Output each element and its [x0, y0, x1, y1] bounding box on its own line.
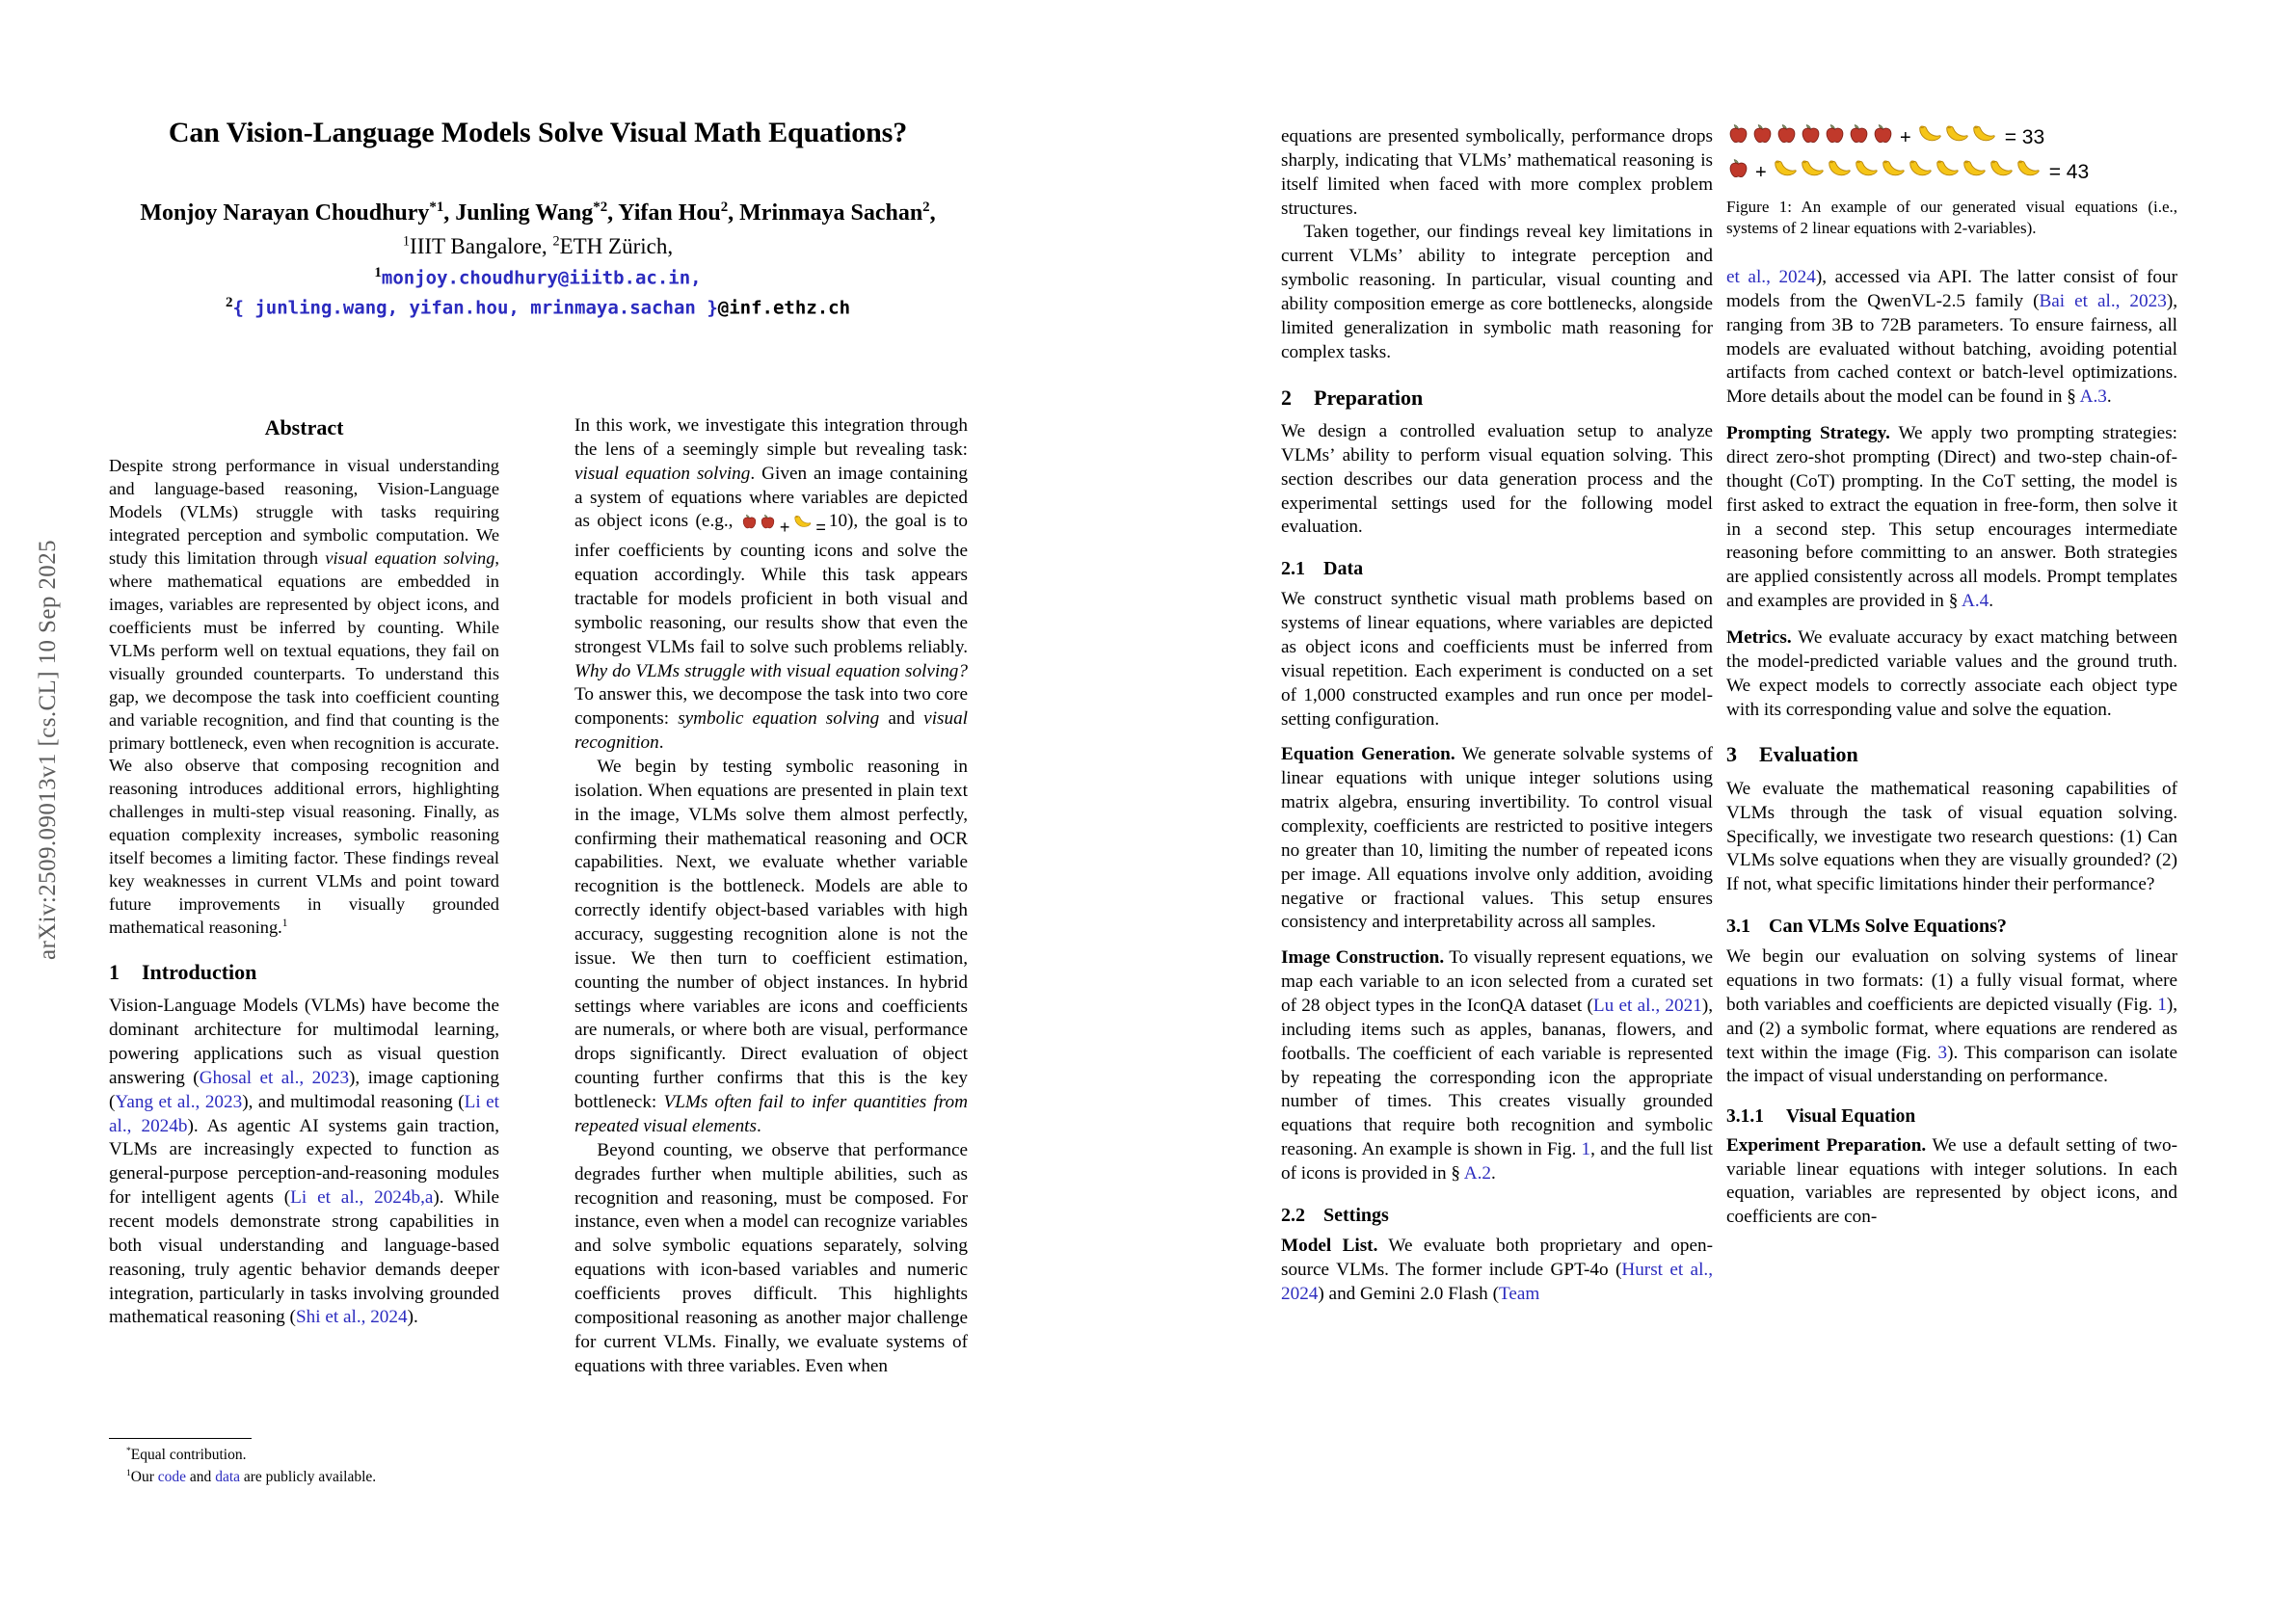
equals-operator: = — [815, 517, 826, 537]
image-construction-d: . — [1490, 1163, 1496, 1184]
col4-paragraph-1 — [1726, 266, 2177, 410]
email-address-1[interactable]: monjoy.choudhury@iiitb.ac.in, — [381, 267, 702, 289]
apple-icon — [1726, 123, 1750, 152]
plus-operator: + — [1900, 127, 1911, 148]
figure1-equation-row-2 — [1726, 158, 2177, 187]
apple-icon — [1775, 123, 1799, 152]
metrics-paragraph — [1726, 626, 2177, 722]
prompting-strategy-paragraph — [1726, 422, 2177, 614]
figure-1 — [1726, 123, 2177, 239]
section-title-evaluation: Evaluation — [1759, 742, 1858, 767]
subsection-number-2-2: 2.2 — [1281, 1204, 1305, 1226]
banana-icon — [1880, 158, 1907, 187]
experiment-preparation-body: We use a default setting of two-variable linear equations with integer solutions. In each equation, variables are represented by object icons, and coefficients are con- — [1726, 1134, 2177, 1228]
image-construction-lead: Image Construction. — [1281, 947, 1445, 969]
apple-icon — [1750, 123, 1775, 152]
prompting-strategy-b: . — [1989, 591, 1994, 612]
citation-yang[interactable]: Yang et al., 2023 — [115, 1091, 243, 1112]
citation-hurst[interactable]: Hurst et al., 2024 — [1281, 1259, 1713, 1304]
can-vlms-body — [1726, 945, 2177, 1089]
plus-operator: + — [1755, 162, 1767, 183]
appendix-ref-a4[interactable]: A.4 — [1962, 591, 1989, 612]
email-domain-2: @inf.ethz.ch — [717, 297, 851, 319]
subsection-heading-data — [1281, 557, 1713, 580]
column-3 — [1281, 125, 1713, 1306]
col2-p2-text-b: . — [756, 1115, 761, 1136]
experiment-preparation-lead: Experiment Preparation. — [1726, 1134, 1927, 1156]
section-heading-introduction — [109, 960, 499, 985]
result-value: 43 — [2066, 161, 2090, 183]
subsection-number-3-1: 3.1 — [1726, 916, 1750, 938]
section-heading-preparation — [1281, 386, 1713, 411]
intro-text-f: ). — [407, 1307, 418, 1328]
citation-ghosal[interactable]: Ghosal et al., 2023 — [199, 1067, 350, 1088]
section-number-3: 3 — [1726, 742, 1737, 767]
subsubsection-heading-visual-equation — [1726, 1105, 2177, 1128]
abstract-text-2: , where mathematical equations are embedded in images, variables are represented by object icons, and coefficients must be inferred by counting. While VLMs perform well on textual equations, they fail on visually grounded counterparts. To understand this gap, we decompose the task into coefficient counting and variable recognition, and find that counting is the primary bottleneck, even when recognition is accurate. We also observe that composing recognition and reasoning introduces additional errors, highlighting challenges in multi-step visual reasoning. Finally, as equation complexity increases, symbolic reasoning itself becomes a limiting factor. These findings reveal key weaknesses in current VLMs and point toward future improvements in visually grounded mathematical reasoning. — [109, 548, 500, 937]
image-construction-a: To visually represent equations, we map each variable to an icon selected from a curated set of 28 object types in the IconQA dataset ( — [1281, 947, 1714, 1017]
figure-ref-1[interactable]: 1 — [1581, 1139, 1591, 1160]
equation-generation-lead: Equation Generation. — [1281, 744, 1455, 765]
email-line-1 — [109, 262, 967, 292]
appendix-ref-a3[interactable]: A.3 — [2079, 386, 2107, 408]
footnote-code-pre: Our — [130, 1468, 158, 1485]
figure-ref-3[interactable]: 3 — [1937, 1042, 1948, 1063]
apple-icon — [1847, 123, 1871, 152]
col2-text-c: 10), the goal is to infer coefficients by counting icons and solve the equation accordingly. While this task appears tractable for models proficient in both visual and symbolic reasoning, our results show that even the strongest VLMs fail to solve such problems reliably. — [574, 511, 968, 657]
banana-icon — [1772, 158, 1799, 187]
footnote-rule — [109, 1438, 252, 1439]
figure-ref-1-b[interactable]: 1 — [2157, 994, 2167, 1015]
section-title-introduction: Introduction — [142, 959, 257, 984]
banana-icon — [1916, 123, 1943, 152]
col2-text-e: and — [879, 708, 924, 730]
experiment-preparation-paragraph — [1726, 1134, 2177, 1230]
citation-team[interactable]: Team — [1498, 1283, 1540, 1304]
citation-shi[interactable]: Shi et al., 2024 — [295, 1307, 408, 1328]
plus-operator: + — [779, 517, 790, 537]
abstract-paragraph: Despite strong performance in visual understanding and language-based reasoning, Vision-Language Models (VLMs) struggle with tasks requiring integrated perception and symbolic computation. We study this limitation through visual equation solving, where mathematical equations are embedded in images, variables are represented by object icons, and coefficients must be inferred by counting. While VLMs perform well on textual equations, they fail on visually grounded counterparts. To understand this gap, we decompose the task into coefficient counting and variable recognition, and find that counting is the primary bottleneck, even when recognition is accurate. We also observe that composing recognition and reasoning introduces additional errors, highlighting challenges in multi-step visual reasoning. Finally, as equation complexity increases, symbolic reasoning itself becomes a limiting factor. These findings reveal key weaknesses in current VLMs and point toward future improvements in visually grounded mathematical reasoning.$^1$ — [109, 456, 500, 937]
banana-icon — [2015, 158, 2042, 187]
intro-text-e: ). While recent models demonstrate strong capabilities in both visual understanding and language-based reasoning, truly agentic behavior demands deeper integration, particularly in tasks involving grounded mathematical reasoning ( — [109, 1187, 499, 1328]
col2-paragraph-2 — [574, 756, 968, 1139]
col2-text-f: . — [658, 732, 664, 754]
author-list: Monjoy Narayan Choudhury$^{*1}$, Junling Wang$^{*2}$, Yifan Hou$^2$, Mrinmaya Sachan$^2$, $^1$IIIT Bangalore, $^2$ETH Zürich, $^1$monjoy.choudhury@iiitb.ac.in, $^2${ junling.wang, yifan.hou, mrinmaya.sachan }@inf.ethz.ch — [109, 197, 967, 322]
citation-li-2024ba[interactable]: Li et al., 2024b,a — [290, 1187, 434, 1209]
col2-italic-4: visual recognition — [574, 708, 969, 754]
equals-operator: = — [2004, 126, 2016, 148]
preparation-body: We design a controlled evaluation setup to analyze VLMs’ ability to perform visual equation solving. This section describes our data generation process and the experimental settings used for the following model evaluation. — [1281, 420, 1713, 538]
apple-icon — [1871, 123, 1895, 152]
column-2 — [574, 414, 968, 1378]
equals-operator: = — [2048, 161, 2061, 183]
footnote-code-post: are publicly available. — [240, 1468, 377, 1485]
prompting-strategy-lead: Prompting Strategy. — [1726, 423, 1890, 444]
col2-italic-3: symbolic equation solving — [678, 708, 880, 730]
col2-text-a: In this work, we investigate this integration through the lens of a seemingly simple but revealing task: — [574, 415, 968, 460]
affiliation-list: $^1$IIIT Bangalore, $^2$ETH Zürich, — [402, 233, 674, 258]
figure1-row2-result — [2049, 161, 2089, 184]
apple-icon — [759, 514, 777, 540]
email-line-2 — [109, 292, 967, 322]
apple-icon — [1799, 123, 1823, 152]
banana-icon — [1943, 123, 1970, 152]
abstract-heading: Abstract — [264, 415, 344, 439]
footnote-equal-text: Equal contribution. — [130, 1447, 247, 1463]
result-value: 33 — [2021, 126, 2045, 148]
section-heading-evaluation — [1726, 742, 2177, 767]
image-construction-paragraph — [1281, 946, 1713, 1186]
prompting-strategy-a: We apply two prompting strategies: direct zero-shot prompting (Direct) and two-step chain-of-thought (CoT) prompting. In the CoT setting, the model is first asked to extract the equation in free-form, then solve it in a second step. This setup encourages intermediate reasoning before committing to an answer. Both strategies are applied consistently across all models. Prompt templates and examples are provided in § — [1726, 423, 2177, 612]
col2-italic-2: Why do VLMs struggle with visual equation solving? — [574, 660, 968, 681]
intro-text-d: ). As agentic AI systems gain traction, VLMs are increasingly expected to function as general-purpose perception-and-reasoning modules for intelligent agents ( — [109, 1115, 499, 1209]
footnote-equal-contribution: *Equal contribution. — [126, 1445, 247, 1463]
banana-icon — [792, 514, 813, 540]
subsubsection-title-visual-equation: Visual Equation — [1786, 1106, 1916, 1128]
metrics-lead: Metrics. — [1726, 627, 1792, 649]
intro-text-b: ), image captioning ( — [109, 1067, 499, 1112]
model-list-paragraph — [1281, 1235, 1713, 1307]
banana-icon — [1853, 158, 1880, 187]
title-block — [109, 116, 967, 322]
abstract-italic-term: visual equation solving — [325, 548, 495, 569]
inline-visual-equation — [740, 514, 829, 540]
apple-icon — [1726, 158, 1750, 187]
col2-text-b: . Given an image containing a system of equations where variables are depicted as object icons (e.g., — [574, 463, 968, 532]
figure1-equation-row-1 — [1726, 123, 2177, 152]
col4-text-c: . — [2106, 386, 2112, 408]
apple-icon — [1823, 123, 1847, 152]
email-sup-2: 2 — [225, 294, 233, 310]
can-vlms-c: ). This comparison can isolate the impact of visual understanding on performance. — [1726, 1042, 2177, 1087]
image-construction-b: ), including items such as apples, bananas, flowers, and footballs. The coefficient of each variable is represented by repeating the corresponding icon the appropriate number of times. This creates visually grounded equations that require both recognition and symbolic reasoning. An example is shown in Fig. — [1281, 996, 1713, 1160]
email-sup-1: 1 — [374, 265, 382, 281]
intro-paragraph-1 — [109, 995, 499, 1330]
figure-1-caption: Figure 1: An example of our generated visual equations (i.e., systems of 2 linear equations with 2-variables). — [1726, 198, 2177, 237]
col2-p2-italic: VLMs often fail to infer quantities from repeated visual elements — [574, 1092, 968, 1136]
can-vlms-a: We begin our evaluation on solving systems of linear equations in two formats: (1) a fully visual format, where both variables and coefficients are depicted visually (Fig. — [1726, 946, 2177, 1015]
model-list-lead: Model List. — [1281, 1235, 1378, 1256]
subsection-title-can-vlms: Can VLMs Solve Equations? — [1769, 916, 2007, 938]
abstract-body — [109, 455, 499, 939]
intro-text-c: ), and multimodal reasoning ( — [242, 1091, 465, 1112]
email-address-2[interactable]: { junling.wang, yifan.hou, mrinmaya.sachan } — [232, 297, 718, 319]
image-construction-c: , and the full list of icons is provided in § — [1281, 1139, 1713, 1184]
model-list-a: We evaluate both proprietary and open-source VLMs. The former include GPT-4o ( — [1281, 1235, 1713, 1280]
col2-text-d: To answer this, we decompose the task into two core components: — [574, 684, 968, 730]
subsection-number-2-1: 2.1 — [1281, 558, 1305, 580]
footnote-code-mid: and — [186, 1468, 216, 1485]
equation-generation-body: We generate solvable systems of linear equations with unique integer solutions using matrix algebra, ensuring invertibility. To control visual complexity, coefficients are restricted to positive integers no greater than 10, limiting the number of repeated icons per image. All equations involve only addition, avoiding negative or fractional values. This setup ensures consistency and interpretability across all samples. — [1281, 744, 1713, 933]
page-title: Can Vision-Language Models Solve Visual Math Equations? — [168, 117, 908, 148]
banana-icon — [1934, 158, 1961, 187]
banana-icon — [1970, 123, 1997, 152]
link-code[interactable]: code — [157, 1468, 187, 1485]
evaluation-body: We evaluate the mathematical reasoning capabilities of VLMs through the task of visual equation solving. Specifically, we investigate two research questions: (1) Can VLMs solve equations when they are visually grounded? (2) If not, what specific limitations hinder their performance? — [1726, 778, 2177, 895]
col4-text-a: ), accessed via API. The latter consist of four models from the QwenVL-2.5 family ( — [1726, 267, 2177, 311]
subsection-heading-can-vlms — [1726, 915, 2177, 938]
link-data[interactable]: data — [215, 1468, 241, 1485]
metrics-body: We evaluate accuracy by exact matching between the model-predicted variable values and the ground truth. We expect models to correctly associate each object type with its corresponding value and solve the equation. — [1726, 627, 2177, 720]
section-number-2: 2 — [1281, 385, 1292, 410]
arxiv-stamp: arXiv:2509.09013v1 [cs.CL] 10 Sep 2025 — [35, 540, 61, 960]
model-list-b: ) and Gemini 2.0 Flash ( — [1318, 1283, 1499, 1304]
banana-icon — [1826, 158, 1853, 187]
col2-paragraph-1 — [574, 414, 968, 756]
data-body: We construct synthetic visual math problems based on systems of linear equations, where variables are depicted as object icons and coefficients must be inferred from visual repetition. Each experiment is conducted on a set of 1,000 constructed examples and run once per model-setting configuration. — [1281, 589, 1713, 730]
banana-icon — [1799, 158, 1826, 187]
col2-p2-text-a: We begin by testing symbolic reasoning in isolation. When equations are presented in plain text in the image, VLMs solve them almost perfectly, confirming their mathematical reasoning and OCR capabilities. Next, we evaluate whether variable recognition is the bottleneck. Models are able to correctly identify object-based variables with high accuracy, suggesting recognition alone is not the issue. We then turn to coefficient estimation, counting the number of object instances. In hybrid settings where variables are icons and coefficients are numerals, or where both are visual, performance drops significantly. Direct evaluation of object counting further confirms that this is the key bottleneck: — [574, 757, 968, 1113]
citation-team-continued[interactable]: et al., 2024 — [1726, 267, 1816, 287]
subsection-heading-settings — [1281, 1204, 1713, 1227]
banana-icon — [1988, 158, 2015, 187]
abstract-text-1: Despite strong performance in visual understanding and language-based reasoning, Vision-Language Models (VLMs) struggle with tasks requiring integrated perception and symbolic computation. We study this limitation through — [109, 456, 499, 569]
footnote-block — [109, 1438, 499, 1489]
appendix-ref-a2[interactable]: A.2 — [1463, 1163, 1491, 1184]
col4-text-b: ), ranging from 3B to 72B parameters. To ensure fairness, all models are evaluated without batching, avoiding potential artifacts from cached context or batch-level optimizations. More details about the model can be found in § — [1726, 290, 2177, 408]
col3-paragraph-1: equations are presented symbolically, performance drops sharply, indicating that VLMs’ mathematical reasoning is itself limited when faced with more complex problem structures. — [1281, 126, 1713, 219]
footnote-code-data: $^1$Our code and data are publicly available. — [126, 1467, 377, 1485]
citation-li-2024b[interactable]: Li et al., 2024b — [109, 1091, 499, 1136]
column-1 — [109, 414, 499, 1330]
intro-text-a: Vision-Language Models (VLMs) have become the dominant architecture for multimodal learning, powering applications such as visual question answering ( — [109, 996, 499, 1088]
subsubsection-number-3-1-1: 3.1.1 — [1726, 1106, 1764, 1128]
col2-italic-1: visual equation solving — [574, 463, 751, 484]
banana-icon — [1907, 158, 1934, 187]
section-number-1: 1 — [109, 959, 120, 984]
can-vlms-b: ), and (2) a symbolic format, where equations are rendered as text within the image (Fig. — [1726, 994, 2177, 1063]
col2-paragraph-3: Beyond counting, we observe that performance degrades further when multiple abilities, such as recognition and reasoning, must be composed. For instance, even when a model can recognize variables and solve symbolic equations separately, solving equations with icon-based variables and numeric coefficients proves difficult. This highlights compositional reasoning as another major challenge for current VLMs. Finally, we evaluate systems of equations with three variables. Even when — [574, 1139, 968, 1376]
citation-lu[interactable]: Lu et al., 2021 — [1592, 996, 1702, 1017]
subsection-title-data: Data — [1323, 558, 1364, 580]
section-title-preparation: Preparation — [1314, 385, 1424, 410]
subsection-title-settings: Settings — [1323, 1204, 1389, 1226]
column-4 — [1726, 266, 2177, 1230]
citation-bai[interactable]: Bai et al., 2023 — [2039, 290, 2167, 311]
banana-icon — [1961, 158, 1988, 187]
figure1-row1-result — [2005, 126, 2044, 149]
col3-paragraph-2: Taken together, our findings reveal key limitations in current VLMs’ ability to integrate perception and symbolic reasoning. In particular, visual counting and ability composition emerge as core bottlenecks, alongside limited generalization in symbolic math reasoning for complex tasks. — [1281, 222, 1713, 362]
apple-icon — [740, 514, 759, 540]
equation-generation-paragraph — [1281, 743, 1713, 935]
